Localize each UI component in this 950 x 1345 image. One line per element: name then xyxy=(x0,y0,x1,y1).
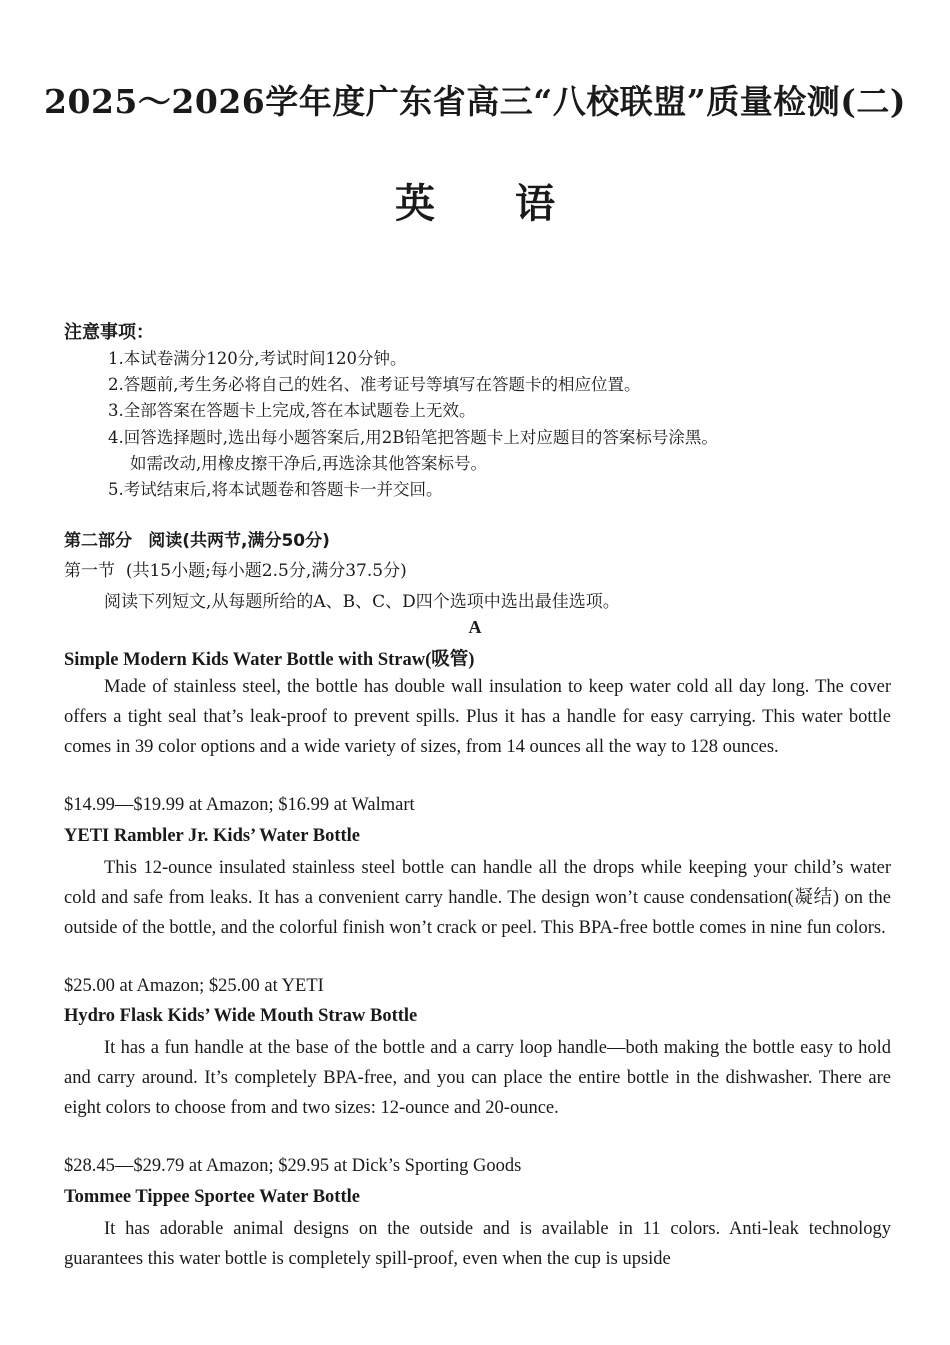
product-title: Hydro Flask Kids’ Wide Mouth Straw Bottle xyxy=(64,1006,418,1026)
note-item: 4.回答选择题时,选出每小题答案后,用2B铅笔把答题卡上对应题目的答案标号涂黑。 xyxy=(108,428,718,447)
product-price: $28.45—$29.79 at Amazon; $29.95 at Dick’s Sporting Goods xyxy=(64,1156,522,1176)
note-item: 3.全部答案在答题卡上完成,答在本试题卷上无效。 xyxy=(108,401,476,420)
note-item: 1.本试卷满分120分,考试时间120分钟。 xyxy=(108,349,407,368)
notes-heading: 注意事项： xyxy=(64,322,154,343)
product-title: Simple Modern Kids Water Bottle with Straw(吸管) xyxy=(64,650,475,670)
part-name: 阅读(共两节,满分50分) xyxy=(148,531,330,551)
product-description: This 12-ounce insulated stainless steel bottle can handle all the drops while keeping your child’s water cold and safe from leaks. It has a convenient carry handle. The design won’t cause condensation(凝结) on the outside of the bottle, and the colorful finish won’t crack or peel. This BPA-free bottle comes in nine fun colors. xyxy=(64,858,891,939)
section-detail: (共15小题;每小题2.5分,满分37.5分) xyxy=(125,561,407,581)
part-label: 第二部分 xyxy=(64,531,132,551)
note-item: 5.考试结束后,将本试题卷和答题卡一并交回。 xyxy=(108,480,443,499)
section-heading xyxy=(64,556,407,581)
note-item: 2.答题前,考生务必将自己的姓名、准考证号等填写在答题卡的相应位置。 xyxy=(108,375,641,394)
product-title: YETI Rambler Jr. Kids’ Water Bottle xyxy=(64,826,360,846)
subject-title: 英语 xyxy=(395,180,635,227)
product-description: It has a fun handle at the base of the bottle and a carry loop handle—both making the bottle easy to hold and carry around. It’s completely BPA-free, and you can place the entire bottle in the dishwasher. There are eight colors to choose from and two sizes: 12-ounce and 20-ounce. xyxy=(64,1038,891,1119)
exam-title: 2025～2026学年度广东省高三“八校联盟”质量检测(二) xyxy=(44,82,906,121)
product-title: Tommee Tippee Sportee Water Bottle xyxy=(64,1187,360,1207)
reading-instruction: 阅读下列短文,从每题所给的A、B、C、D四个选项中选出最佳选项。 xyxy=(104,592,620,612)
passage-letter: A xyxy=(468,617,482,637)
product-price: $14.99—$19.99 at Amazon; $16.99 at Walmart xyxy=(64,795,415,815)
product-price: $25.00 at Amazon; $25.00 at YETI xyxy=(64,976,324,996)
product-description: Made of stainless steel, the bottle has double wall insulation to keep water cold all day long. The cover offers a tight seal that’s leak-proof to prevent spills. Plus it has a handle for easy carrying. This water bottle comes in 39 color options and a wide variety of sizes, from 14 ounces all the way to 128 ounces. xyxy=(64,677,891,758)
part-heading xyxy=(64,526,330,551)
section-label: 第一节 xyxy=(64,561,115,581)
product-description: It has adorable animal designs on the outside and is available in 11 colors. Anti-leak technology guarantees this water bottle is completely spill-proof, even when the cup is upside xyxy=(64,1219,891,1270)
note-item: 如需改动,用橡皮擦干净后,再选涂其他答案标号。 xyxy=(130,454,487,473)
